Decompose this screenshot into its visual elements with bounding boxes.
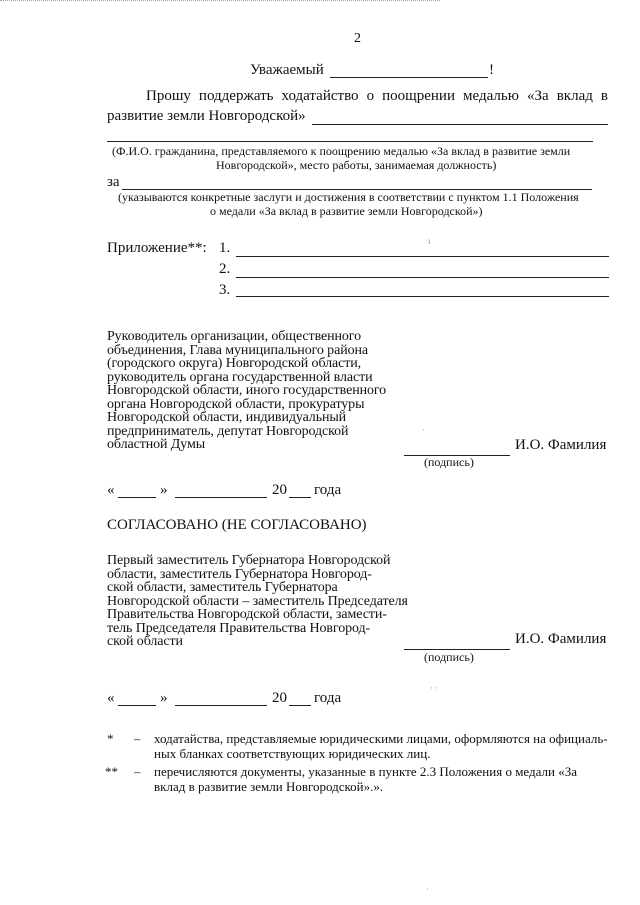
footnote-text-line-1: ходатайства, представляемые юридическими лицами, оформляются на официаль- — [154, 731, 608, 746]
approver-position-line: области, заместитель Губернатора Новгород- — [107, 566, 372, 582]
scan-top-edge — [0, 0, 440, 1]
date-year-prefix: 20 — [272, 690, 287, 706]
signatory-name-1: И.О. Фамилия — [515, 437, 607, 453]
date-open-quote: « — [107, 690, 115, 706]
footnote-text-line-1: перечисляются документы, указанные в пункте 2.3 Положения о медали «За — [154, 764, 577, 779]
signatory-position-line: руководитель органа государственной власти — [107, 369, 373, 385]
footnote-mark: ** — [105, 764, 118, 779]
footnote-text-line-2: ных бланках соответствующих юридических лиц. — [154, 746, 431, 761]
signatory-position-line: областной Думы — [107, 437, 206, 452]
appendix-item-number: 3. — [219, 282, 231, 298]
signatory-position-line: предприниматель, депутат Новгородской — [107, 423, 349, 439]
date-close-quote: » — [160, 690, 168, 706]
greeting-exclamation: ! — [489, 62, 494, 78]
signatory-name-2: И.О. Фамилия — [515, 631, 607, 647]
approver-position-line: ской области, заместитель Губернатора — [107, 580, 338, 595]
request-line-1: Прошу поддержать ходатайство о поощрении медалью «За вклад в — [146, 88, 608, 104]
date-year-blank[interactable] — [289, 497, 311, 498]
appendix-item-blank[interactable] — [236, 256, 609, 257]
agreed-heading: СОГЛАСОВАНО (НЕ СОГЛАСОВАНО) — [107, 517, 367, 533]
appendix-item-number: 2. — [219, 261, 231, 277]
appendix-item-number: 1. — [219, 240, 231, 256]
approver-position-line: Правительства Новгородской области, замести- — [107, 607, 387, 622]
signature-caption-2: (подпись) — [424, 650, 474, 664]
page-number: 2 — [354, 31, 361, 46]
nominee-blank-2[interactable] — [107, 141, 593, 142]
date-year-prefix: 20 — [272, 482, 287, 498]
appendix-item-blank[interactable] — [236, 296, 609, 297]
footnote-mark: * — [107, 731, 114, 746]
caption-merits-line-1: (указываются конкретные заслуги и достижения в соответствии с пунктом 1.1 Положения — [118, 190, 579, 204]
date-day-blank[interactable] — [118, 705, 156, 706]
signature-caption-1: (подпись) — [424, 455, 474, 469]
caption-fio-line-2: Новгородской», место работы, занимаемая должность) — [216, 158, 497, 172]
scan-speck: · — [422, 425, 425, 435]
appendix-item-blank[interactable] — [236, 277, 609, 278]
approver-position-line: Первый заместитель Губернатора Новгородской — [107, 553, 391, 568]
greeting-label: Уважаемый — [250, 62, 324, 78]
request-line-2: развитие земли Новгородской» — [107, 108, 306, 124]
date-year-word: года — [314, 690, 342, 706]
za-label: за — [107, 174, 120, 190]
signatory-position-line: Новгородской области, иного государственного — [107, 383, 387, 398]
signatory-position-line: (городского округа) Новгородской области, — [107, 356, 362, 371]
approver-position-line: Новгородской области – заместитель Председателя — [107, 593, 408, 609]
signatory-position-line: органа Новгородской области, прокуратуры — [107, 396, 365, 412]
scan-speck: · — [426, 884, 429, 894]
approver-position-line: ской области — [107, 634, 183, 649]
signatory-position-block — [107, 330, 386, 452]
signatory-position-line: Новгородской области, индивидуальный — [107, 410, 347, 425]
date-open-quote: « — [107, 482, 115, 498]
approver-position-block — [107, 554, 408, 649]
caption-fio-line-1: (Ф.И.О. гражданина, представляемого к поощрению медалью «За вклад в развитие земли — [112, 144, 571, 158]
appendix-label: Приложение**: — [107, 240, 207, 256]
date-close-quote: » — [160, 482, 168, 498]
signatory-position-line: объединения, Глава муниципального района — [107, 342, 368, 358]
signatory-position-line: Руководитель организации, общественного — [107, 329, 361, 344]
addressee-blank[interactable] — [330, 77, 488, 78]
scan-speck: · · — [430, 683, 439, 693]
footnote-dash: – — [134, 731, 141, 746]
caption-merits-line-2: о медали «За вклад в развитие земли Новгородской») — [210, 204, 483, 218]
date-year-blank[interactable] — [289, 705, 311, 706]
approver-position-line: тель Председателя Правительства Новгород- — [107, 620, 371, 636]
date-year-word: года — [314, 482, 342, 498]
nominee-blank-1[interactable] — [312, 124, 608, 125]
date-day-blank[interactable] — [118, 497, 156, 498]
footnote-text-line-2: вклад в развитие земли Новгородской».». — [154, 779, 384, 794]
footnote-dash: – — [134, 764, 141, 779]
scan-speck: ı — [428, 236, 431, 246]
date-month-blank[interactable] — [175, 497, 267, 498]
date-month-blank[interactable] — [175, 705, 267, 706]
